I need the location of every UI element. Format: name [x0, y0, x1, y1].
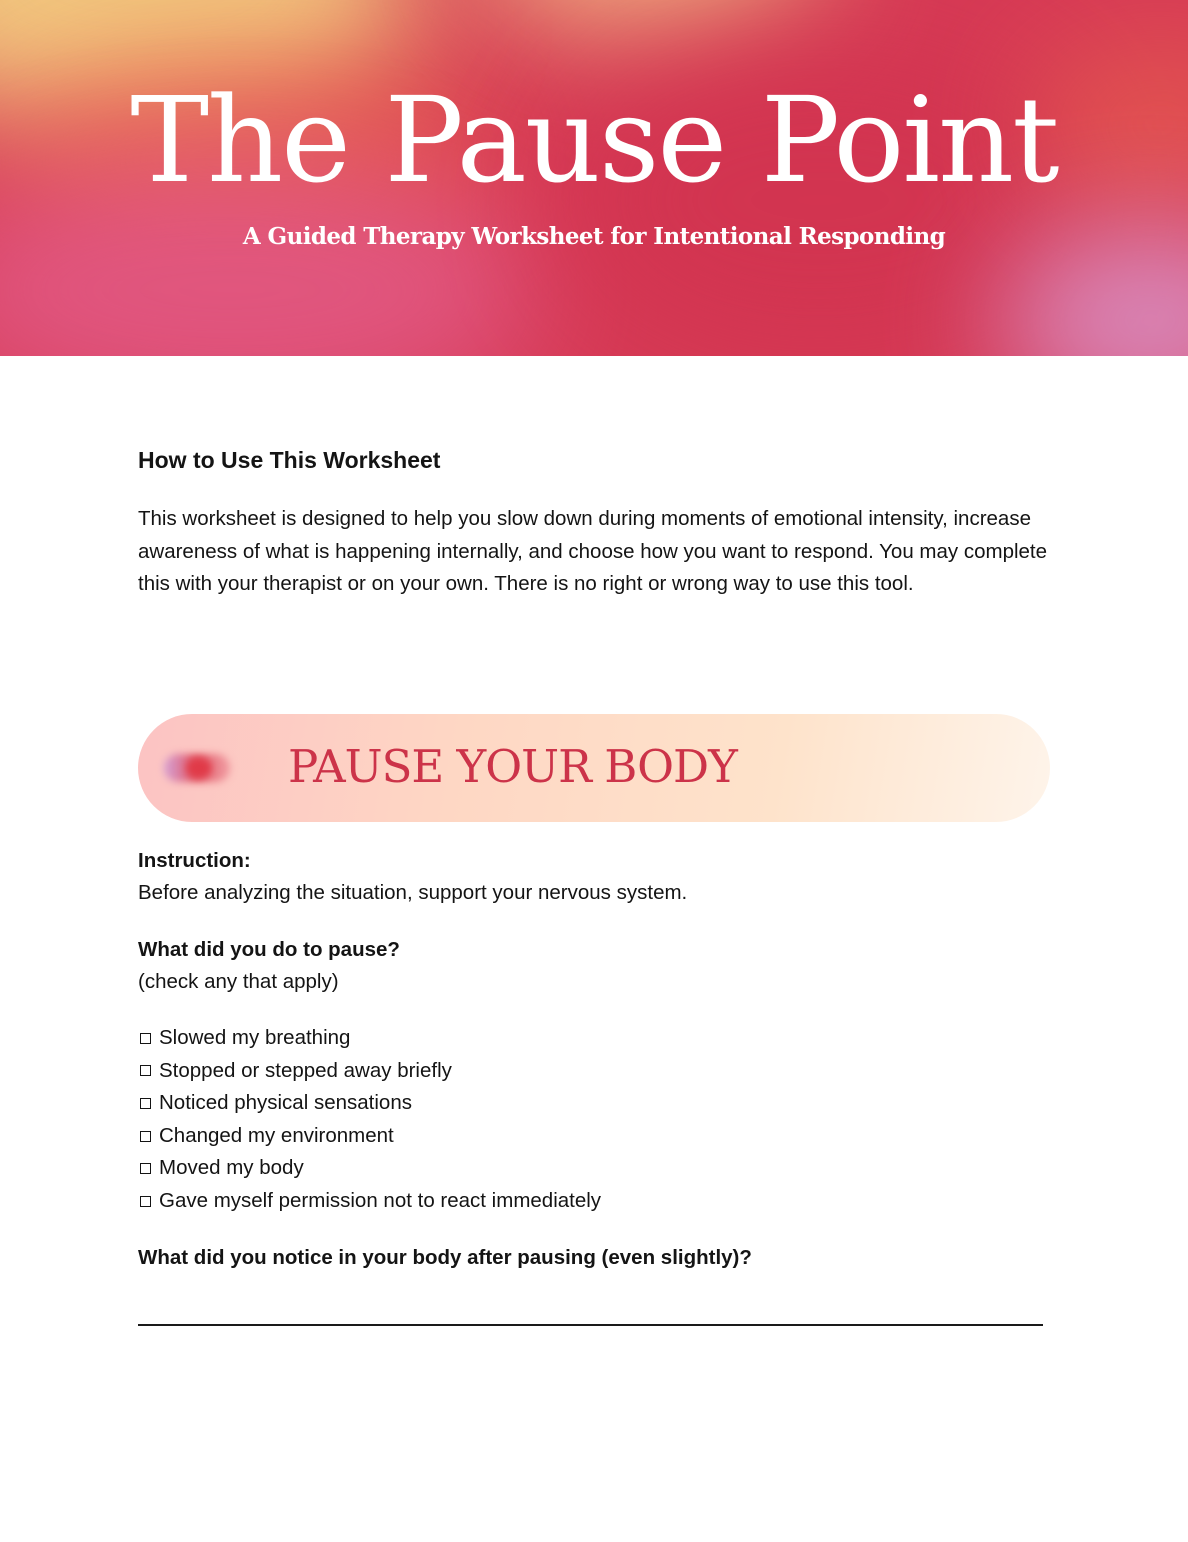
- checkbox-icon[interactable]: [140, 1163, 151, 1174]
- option-label: Slowed my breathing: [159, 1026, 351, 1049]
- question-pause-hint: (check any that apply): [138, 970, 339, 993]
- checkbox-icon[interactable]: [140, 1098, 151, 1109]
- gradient-blob: [470, 0, 830, 40]
- option-label: Moved my body: [159, 1156, 304, 1180]
- option-item[interactable]: [138, 1152, 1050, 1185]
- option-item[interactable]: [138, 1185, 1050, 1218]
- option-item[interactable]: [138, 1120, 1050, 1153]
- instruction-label: Instruction:: [138, 849, 251, 872]
- checkbox-icon[interactable]: [140, 1033, 151, 1044]
- intro-body: This worksheet is designed to help you slow down during moments of emotional intensity, increase awareness of what is happening internally, and choose how you want to respond. You may complete this with your therapist or on your own. There is no right or wrong way to use this tool.: [138, 507, 1048, 595]
- answer-line[interactable]: [138, 1324, 1043, 1326]
- option-item[interactable]: [138, 1055, 1050, 1088]
- option-label: Stopped or stepped away briefly: [159, 1058, 452, 1082]
- page-subtitle: A Guided Therapy Worksheet for Intentional Responding: [242, 223, 946, 250]
- question-pause-label: What did you do to pause?: [138, 938, 400, 961]
- checkbox-icon[interactable]: [140, 1131, 151, 1142]
- option-label: Noticed physical sensations: [159, 1091, 412, 1115]
- blurred-dot-icon: [186, 757, 212, 779]
- option-label: Changed my environment: [159, 1123, 394, 1147]
- option-item[interactable]: [138, 1022, 1050, 1055]
- intro-heading: How to Use This Worksheet: [138, 447, 441, 473]
- question-body-notice-label: What did you notice in your body after pausing (even slightly)?: [138, 1246, 752, 1269]
- section-header-pill: [138, 714, 1050, 822]
- checkbox-icon[interactable]: [140, 1065, 151, 1076]
- option-item[interactable]: [138, 1087, 1050, 1120]
- instruction-text: Before analyzing the situation, support your nervous system.: [138, 881, 688, 904]
- pause-options-list: [138, 1022, 1050, 1218]
- section-title: PAUSE YOUR BODY: [288, 740, 737, 793]
- checkbox-icon[interactable]: [140, 1196, 151, 1207]
- option-label: Gave myself permission not to react immediately: [159, 1188, 602, 1212]
- header-banner: [0, 0, 1188, 356]
- page-title: The Pause Point: [130, 71, 1058, 209]
